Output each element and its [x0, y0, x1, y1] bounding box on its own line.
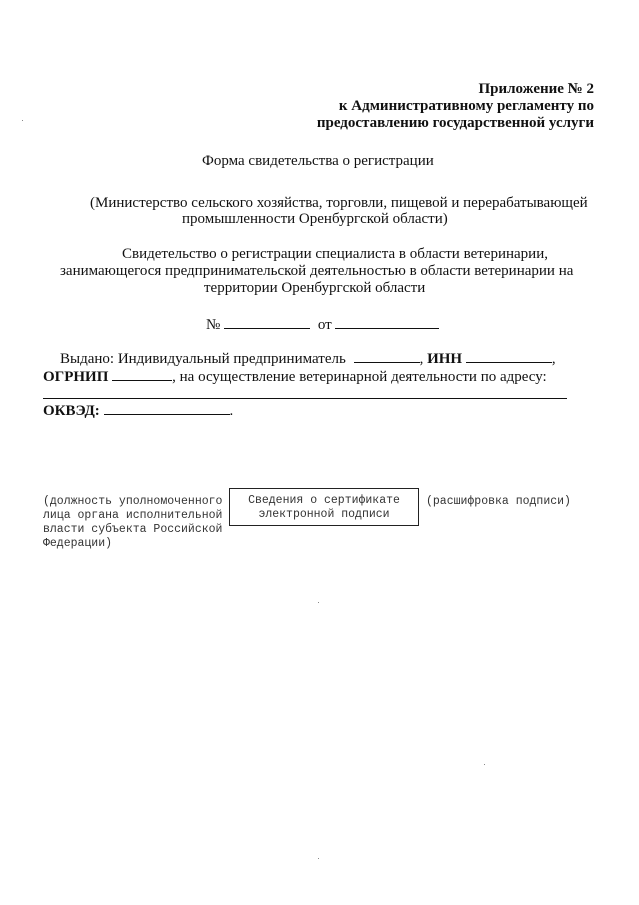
official-position — [43, 495, 222, 551]
form-title: Форма свидетельства о регистрации — [202, 153, 434, 169]
number-line — [206, 314, 439, 334]
scan-speck — [318, 602, 319, 603]
appendix-number: Приложение № 2 — [478, 81, 594, 97]
signature-decoding: (расшифровка подписи) — [426, 495, 571, 508]
okved-line: ОКВЭД: . — [43, 400, 233, 420]
okved-label: ОКВЭД: — [43, 403, 100, 419]
position-line-2: лица органа исполнительной — [43, 509, 223, 522]
scan-speck — [484, 764, 485, 765]
position-line-4: Федерации) — [43, 537, 113, 550]
scan-speck — [318, 858, 319, 859]
e-signature-box — [229, 488, 419, 526]
issued-prefix: Выдано: Индивидуальный предприниматель — [60, 351, 346, 367]
certificate-title-line-1: Свидетельство о регистрации специалиста в области ветеринарии, — [122, 246, 548, 262]
number-label: № — [206, 317, 221, 333]
inn-blank — [466, 348, 552, 363]
scan-speck — [22, 120, 23, 121]
e-signature-line-2: электронной подписи — [258, 508, 390, 521]
appendix-service: предоставлению государственной услуги — [316, 115, 594, 131]
inn-label: ИНН — [427, 351, 463, 367]
ogrnip-line — [43, 366, 547, 386]
appendix-regulation: к Административному регламенту по — [338, 98, 594, 114]
ogrnip-blank — [112, 366, 172, 381]
address-line — [43, 398, 567, 399]
purpose-text: , на осуществление ветеринарной деятельности по адресу: — [172, 369, 547, 385]
certificate-title-line-3: территории Оренбургской области — [204, 280, 426, 296]
issued-line: Выдано: Индивидуальный предприниматель , ИНН , — [60, 348, 556, 368]
from-label: от — [317, 317, 332, 333]
ogrnip-label: ОГРНИП — [43, 369, 109, 385]
position-line-1: (должность уполномоченного — [43, 495, 223, 508]
date-blank — [335, 314, 439, 329]
certificate-title-line-2: занимающегося предпринимательской деятельностью в области ветеринарии на — [60, 263, 574, 279]
number-blank — [224, 314, 310, 329]
e-signature-line-1: Сведения о сертификате — [248, 494, 400, 507]
entrepreneur-blank — [354, 348, 420, 363]
ministry-line-1: (Министерство сельского хозяйства, торговли, пищевой и перерабатывающей — [90, 195, 588, 211]
position-line-3: власти субъекта Российской — [43, 523, 223, 536]
okved-blank — [104, 400, 230, 415]
ministry-line-2: промышленности Оренбургской области) — [182, 211, 448, 227]
